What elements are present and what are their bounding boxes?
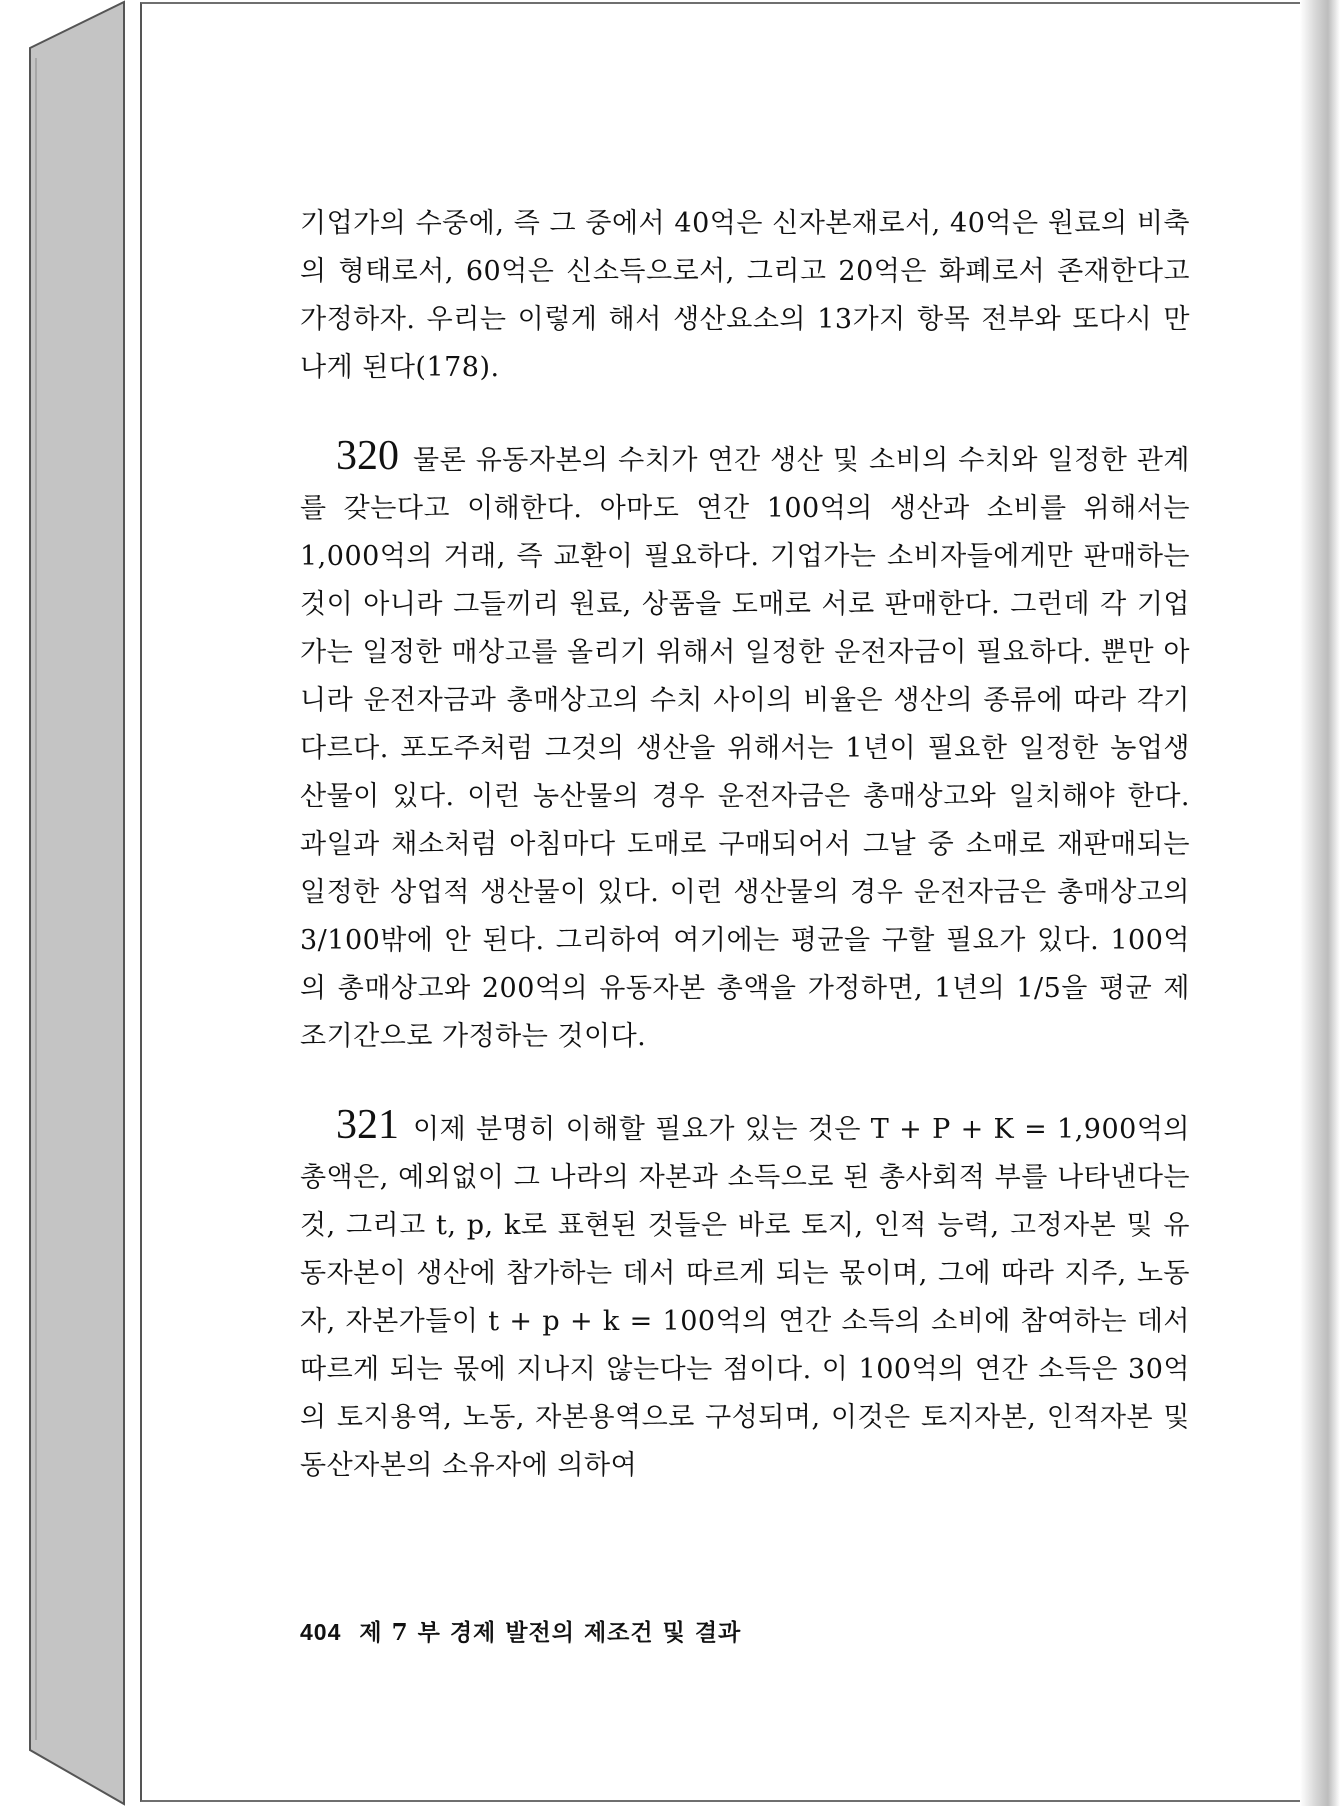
page-number: 404 [300,1619,342,1645]
page-body [300,200,1190,1490]
paragraph-text: 물론 유동자본의 수치가 연간 생산 및 소비의 수치와 일정한 관계를 갖는다고 이해한다. 아마도 연간 100억의 생산과 소비를 위해서는 1,000억의 거래, 즉 교환이 필요하다. 기업가는 소비자들에게만 판매하는 것이 아니라 그들끼리 원료, 상품을 도매로 서로 판매한다. 그런데 각 기업가는 일정한 매상고를 올리기 위해서 일정한 운전자금이 필요하다. 뿐만 아니라 운전자금과 총매상고의 수치 사이의 비율은 생산의 종류에 따라 각기 다르다. 포도주처럼 그것의 생산을 위해서는 1년이 필요한 일정한 농업생산물이 있다. 이런 농산물의 경우 운전자금은 총매상고와 일치해야 한다. 과일과 채소처럼 아침마다 도매로 구매되어서 그날 중 소매로 재판매되는 일정한 상업적 생산물이 있다. 이런 생산물의 경우 운전자금은 총매상고의 3/100밖에 안 된다. 그리하여 여기에는 평균을 구할 필요가 있다. 100억의 총매상고와 200억의 유동자본 총액을 가정하면, 1년의 1/5을 평균 제조기간으로 가정하는 것이다. [300,445,1190,1052]
paragraph-number: 320 [336,433,399,479]
paragraph-321 [300,1101,1190,1490]
page-edge-shadow [1300,0,1340,1806]
book-spine [0,0,150,1806]
running-head: 제 7 부 경제 발전의 제조건 및 결과 [359,1619,742,1646]
paragraph-continued [300,200,1190,392]
paragraph-number: 321 [336,1102,399,1148]
paragraph-text: 이제 분명히 이해할 필요가 있는 것은 T + P + K = 1,900억의 총액은, 예외없이 그 나라의 자본과 소득으로 된 총사회적 부를 나타낸다는 것, 그리고 t, p, k로 표현된 것들은 바로 토지, 인적 능력, 고정자본 및 유동자본이 생산에 참가하는 데서 따르게 되는 몫이며, 그에 따라 지주, 노동자, 자본가들이 t + p + k = 100억의 연간 소득의 소비에 참여하는 데서 따르게 되는 몫에 지나지 않는다는 점이다. 이 100억의 연간 소득은 30억의 토지용역, 노동, 자본용역으로 구성되며, 이것은 토지자본, 인적자본 및 동산자본의 소유자에 의하여 [300,1114,1190,1481]
paragraph-320 [300,432,1190,1061]
paragraph-text: 기업가의 수중에, 즉 그 중에서 40억은 신자본재로서, 40억은 원료의 비축의 형태로서, 60억은 신소득으로서, 그리고 20억은 화폐로서 존재한다고 가정하자. 우리는 이렇게 해서 생산요소의 13가지 항목 전부와 또다시 만나게 된다(178). [300,208,1190,383]
page-footer [300,1614,741,1647]
